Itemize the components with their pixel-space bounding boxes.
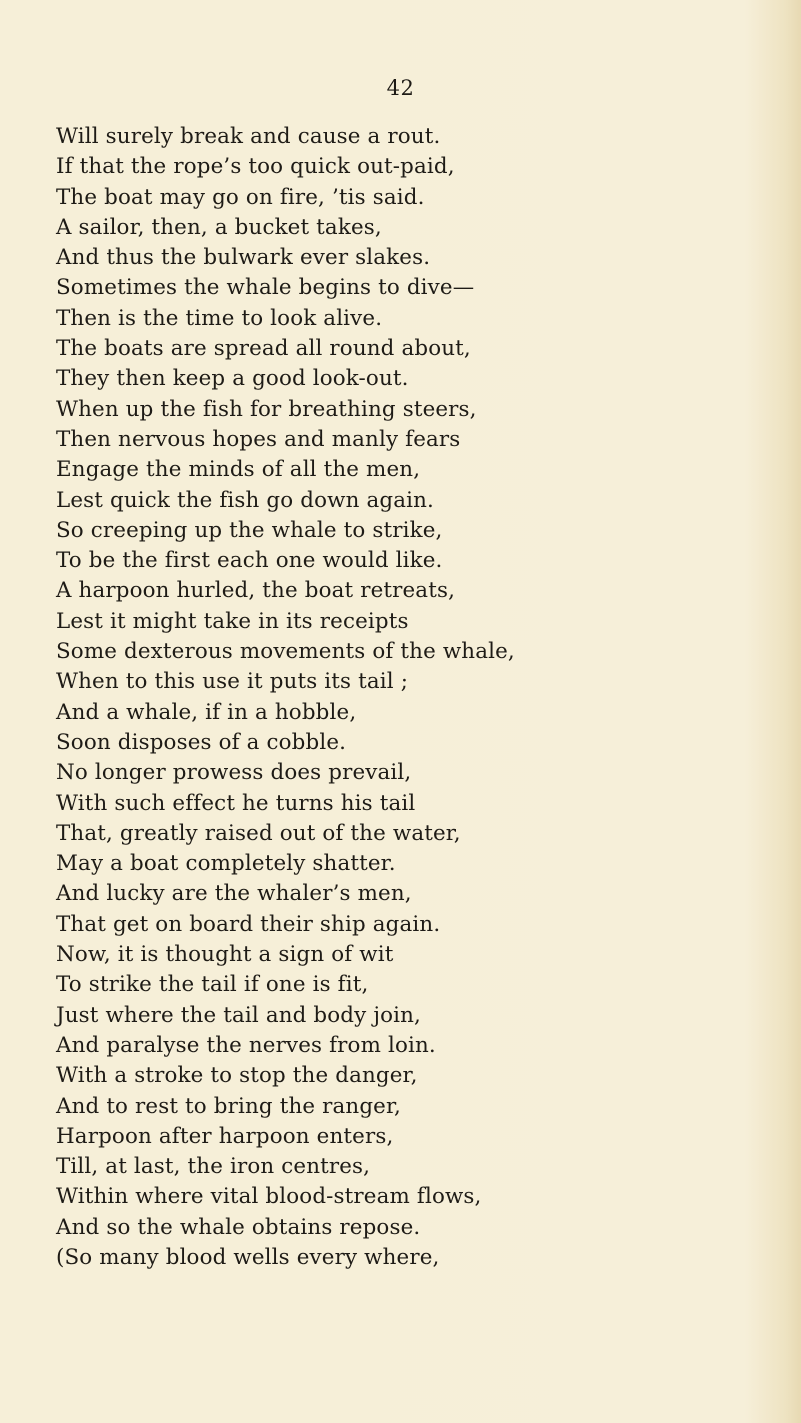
poem-line: Then is the time to look alive. bbox=[56, 305, 383, 331]
poem-line: Will surely break and cause a rout. bbox=[56, 124, 441, 149]
poem-line: Sometimes the whale begins to dive— bbox=[56, 275, 475, 301]
poem-line: Engage the minds of all the men, bbox=[56, 457, 421, 483]
poem-line: And so the whale obtains repose. bbox=[56, 1214, 421, 1240]
poem-line: The boat may go on fire, ’tis said. bbox=[56, 184, 425, 210]
poem-line: Lest it might take in its receipts bbox=[56, 608, 409, 634]
poem-line: (So many blood wells every where, bbox=[56, 1244, 440, 1270]
poem-line: So creeping up the whale to strike, bbox=[56, 517, 443, 543]
poem-line: Soon disposes of a cobble. bbox=[56, 729, 347, 755]
poem-line: Now, it is thought a sign of wit bbox=[56, 942, 394, 968]
poem-text bbox=[56, 122, 515, 1273]
poem-line: Then nervous hopes and manly fears bbox=[56, 426, 461, 452]
poem-line: If that the rope’s too quick out-paid, bbox=[56, 154, 455, 180]
poem-line: A sailor, then, a bucket takes, bbox=[56, 214, 382, 240]
poem-line: Till, at last, the iron centres, bbox=[56, 1154, 371, 1180]
poem-line: May a boat completely shatter. bbox=[56, 851, 396, 877]
poem-line: Lest quick the fish go down again. bbox=[56, 487, 434, 513]
poem-line: When to this use it puts its tail ; bbox=[56, 669, 409, 695]
poem-line: And paralyse the nerves from loin. bbox=[56, 1032, 436, 1058]
poem-line: That, greatly raised out of the water, bbox=[56, 820, 461, 846]
poem-line: And to rest to bring the ranger, bbox=[56, 1093, 401, 1119]
poem-line: And a whale, if in a hobble, bbox=[56, 699, 357, 725]
page-number: 42 bbox=[386, 76, 415, 100]
poem-line: To be the first each one would like. bbox=[56, 548, 443, 574]
poem-line: When up the fish for breathing steers, bbox=[56, 396, 477, 422]
poem-line: The boats are spread all round about, bbox=[56, 336, 471, 362]
poem-line: A harpoon hurled, the boat retreats, bbox=[56, 578, 456, 604]
poem-line: With such effect he turns his tail bbox=[56, 790, 416, 816]
poem-line: They then keep a good look-out. bbox=[56, 366, 409, 392]
poem-line: To strike the tail if one is fit, bbox=[56, 972, 369, 998]
poem-line: And thus the bulwark ever slakes. bbox=[56, 245, 431, 271]
poem-line: Within where vital blood-stream flows, bbox=[56, 1184, 482, 1210]
poem-line: Some dexterous movements of the whale, bbox=[56, 639, 515, 665]
poem-line: Harpoon after harpoon enters, bbox=[56, 1123, 394, 1149]
poem-line: With a stroke to stop the danger, bbox=[56, 1063, 418, 1089]
poem-line: That get on board their ship again. bbox=[56, 911, 441, 937]
poem-line: Just where the tail and body join, bbox=[56, 1002, 422, 1028]
poem-line: No longer prowess does prevail, bbox=[56, 760, 412, 786]
poem-line: And lucky are the whaler’s men, bbox=[56, 881, 412, 907]
